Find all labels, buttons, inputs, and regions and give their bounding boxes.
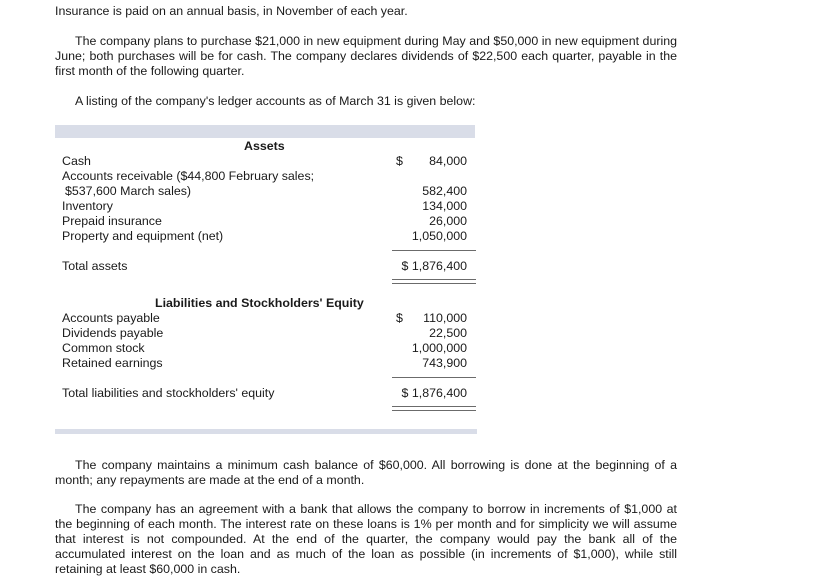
paragraph-insurance: Insurance is paid on an annual basis, in November of each year. — [55, 4, 408, 18]
amount-accounts-receivable: 582,400 — [422, 184, 467, 198]
amount-prepaid-insurance: 26,000 — [429, 214, 467, 228]
row-label-dividends-payable: Dividends payable — [62, 326, 164, 340]
total-liabilities-double-rule — [392, 406, 476, 411]
amount-common-stock: 1,000,000 — [411, 341, 467, 355]
table-top-rule — [55, 125, 475, 138]
amount-accounts-payable: 110,000 — [423, 311, 467, 325]
row-label-total-assets: Total assets — [62, 259, 128, 273]
row-label-retained-earnings: Retained earnings — [62, 356, 163, 370]
liabilities-subtotal-rule — [392, 377, 476, 378]
row-label-accounts-payable: Accounts payable — [62, 311, 160, 325]
amount-dividends-payable: 22,500 — [429, 326, 467, 340]
assets-heading: Assets — [244, 139, 285, 153]
row-label-cash: Cash — [62, 154, 91, 168]
row-label-ar-line1: Accounts receivable ($44,800 February sales; — [62, 169, 315, 183]
paragraph-minimum-cash: The company maintains a minimum cash balance of $60,000. All borrowing is done at the beginning of a month; any repayments are made at the end of a month. — [55, 458, 677, 487]
liabilities-heading: Liabilities and Stockholders' Equity — [155, 296, 364, 310]
amount-inventory: 134,000 — [422, 199, 467, 213]
amount-property-equipment: 1,050,000 — [411, 229, 467, 243]
cash-dollar-sign: $ — [396, 154, 403, 168]
row-label-prepaid-insurance: Prepaid insurance — [62, 214, 162, 228]
amount-total-assets: $ 1,876,400 — [401, 259, 467, 273]
amount-cash: 84,000 — [429, 154, 467, 168]
assets-subtotal-rule — [392, 250, 476, 251]
row-label-inventory: Inventory — [62, 199, 113, 213]
ap-dollar-sign: $ — [396, 311, 403, 325]
total-assets-double-rule — [392, 279, 476, 284]
table-bottom-rule — [55, 429, 477, 434]
row-label-property-equipment: Property and equipment (net) — [62, 229, 224, 243]
amount-retained-earnings: 743,900 — [422, 356, 467, 370]
row-label-ar-line2: $537,600 March sales) — [65, 184, 192, 198]
paragraph-equipment: The company plans to purchase $21,000 in new equipment during May and $50,000 in new equipment during June; both purchases will be for cash. The company declares dividends of $22,500 each quarter, payable in the first month of the following quarter. — [55, 34, 677, 78]
row-label-total-liabilities: Total liabilities and stockholders' equity — [62, 386, 275, 400]
paragraph-listing-intro: A listing of the company's ledger accounts as of March 31 is given below: — [75, 94, 476, 108]
amount-total-liabilities: $ 1,876,400 — [401, 386, 467, 400]
row-label-common-stock: Common stock — [62, 341, 145, 355]
paragraph-bank-agreement: The company has an agreement with a bank that allows the company to borrow in increments of $1,000 at the beginning of each month. The interest rate on these loans is 1% per month and for simplicity we will assume that interest is not compounded. At the end of the quarter, the company would pay the bank all of the accumulated interest on the loan and as much of the loan as possible (in increments of $1,000), while still retaining at least $60,000 in cash. — [55, 502, 677, 576]
